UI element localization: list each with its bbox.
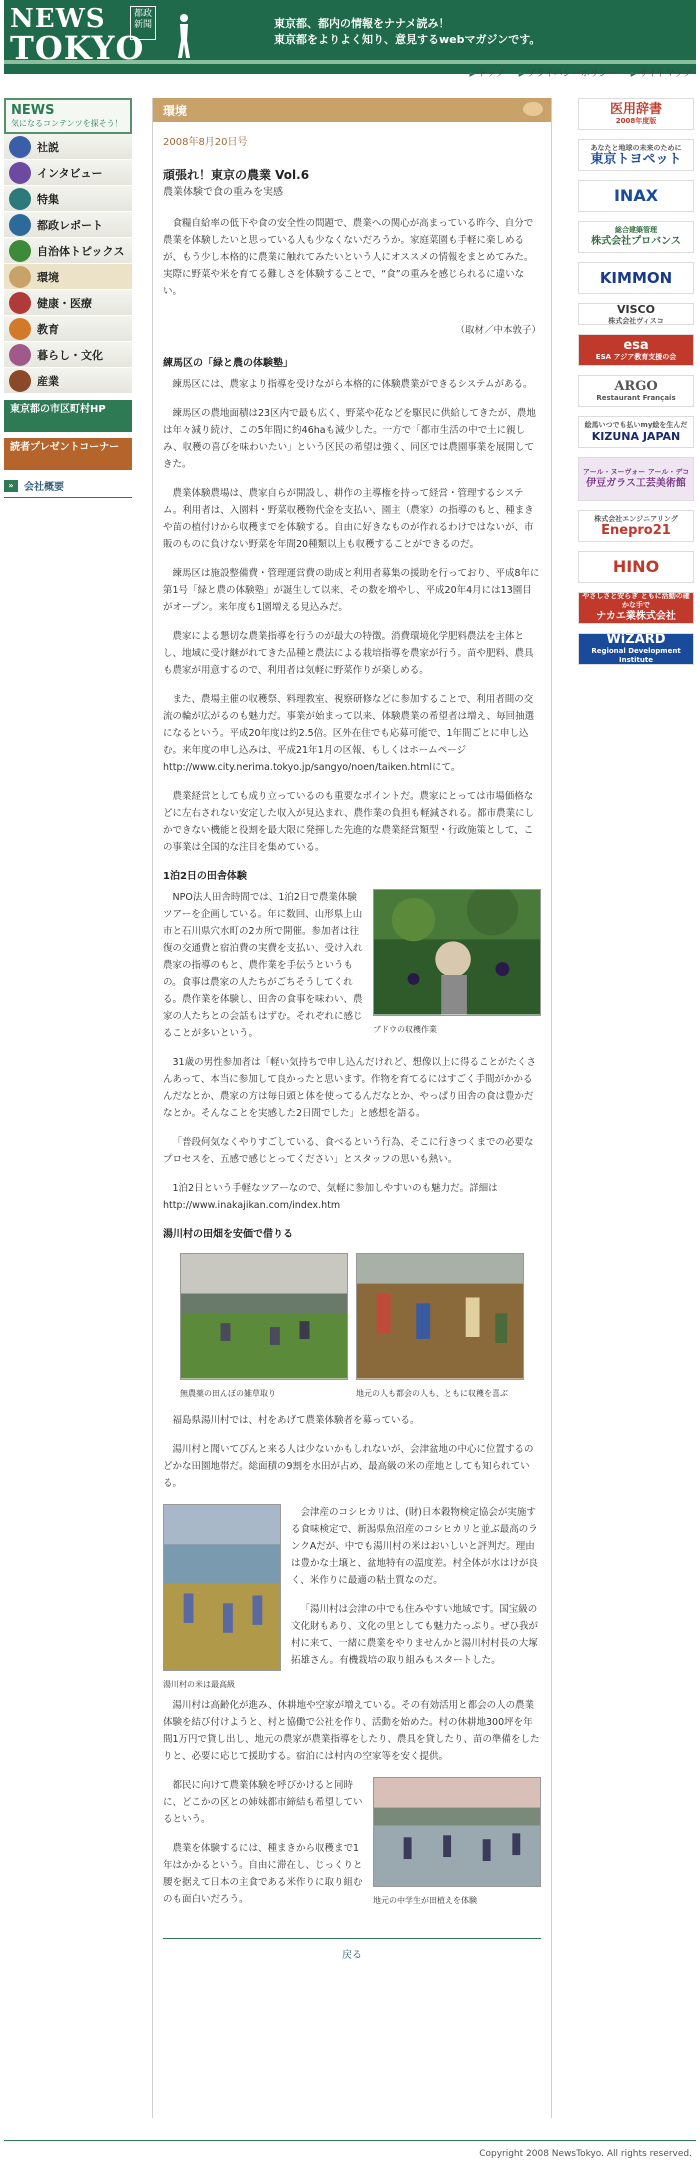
paragraph: 湯川村は高齢化が進み、休耕地や空家が増えている。その有効活用と都会の人の農業体験を結び付けようと、村と協働で公社を作り、活動を始めた。村の休耕地300坪を年間1万円で貸し出し、地元の農家が農業指導をしたり、農具を貸したり、苗の準備をしたりと、必要に応じて援助する。宿泊には村内の空家等を安く提供。 (163, 1699, 540, 1762)
banner-title: HINO (612, 557, 660, 576)
category-item[interactable] (4, 160, 132, 186)
paragraph: NPO法人田舎時間では、1泊2日で農業体験ツアーを企画している。年に数回、山形県上山市と石川県穴水町の2カ所で開催。参加者は往復の交通費と宿泊費の実費を支払い、受け入れ農家の指導のもと、農作業を手伝うというもの。食事は農家の人たちがごちそうしてくれる。農作業を体験し、田舎の食事を味わい、農家の人たちとの会話もはずむ。それぞれに感じることが多いという。 (163, 892, 363, 1039)
rice-harvest-photo (163, 1504, 281, 1671)
walking-figure-icon (174, 12, 194, 60)
category-label: 産業 (37, 374, 59, 388)
category-bullet-icon (9, 266, 31, 288)
banner-title: ARGO (614, 378, 658, 394)
section-title: 環境 (163, 104, 188, 118)
city-links-button[interactable]: 東京都の市区町村HP (4, 400, 132, 432)
banner-subtitle: Restaurant Français (596, 393, 676, 402)
issue-date: 2008年8月20日号 (163, 137, 248, 148)
rice-planting-photo (373, 1777, 541, 1888)
top-nav (470, 66, 692, 79)
company-label: 会社概要 (24, 482, 64, 493)
nav-privacy-link[interactable]: ▶ プライバシーポリシー (519, 66, 617, 79)
photo-caption: 無農薬の田んぼの雑草取り (180, 1388, 276, 1398)
banner-subtitle: あなたと地球の未来のために (590, 143, 682, 152)
category-item[interactable] (4, 290, 132, 316)
photo-harvest-joy (356, 1253, 524, 1400)
category-label: 健康・医療 (37, 296, 92, 310)
main-column (152, 98, 552, 2118)
banner[interactable] (578, 180, 694, 212)
banner-subtitle: やさしさと安らぎ ともに活動の確かな手で (582, 592, 690, 609)
category-item[interactable] (4, 368, 132, 394)
banner[interactable] (578, 262, 694, 294)
site-header (4, 0, 696, 74)
paragraph: 福島県湯川村では、村をあげて農業体験者を募っている。 (172, 1414, 420, 1426)
article-title: 頑張れ！東京の農業 Vol.6 (163, 168, 310, 182)
heading-yugawa: 湯川村の田畑を安価で借りる (163, 1229, 293, 1240)
banner-subtitle: 総合建築管理 (615, 225, 657, 234)
category-bullet-icon (9, 344, 31, 366)
news-box-title: NEWS (11, 103, 55, 118)
category-item[interactable] (4, 342, 132, 368)
photo-caption: 地元の人も都会の人も、ともに収穫を喜ぶ (356, 1388, 508, 1398)
banner-subtitle: アール・ヌーヴォー アール・デコ (582, 467, 690, 476)
banner-subtitle: 株式会社ヴィスコ (608, 316, 664, 325)
nerima-url-link[interactable]: http://www.city.nerima.tokyo.jp/sangyo/noen/taiken.htmlにて。 (163, 762, 461, 773)
category-item[interactable] (4, 238, 132, 264)
tagline-line-2: 東京都をよりよく知り、意見するwebマガジンです。 (274, 33, 541, 46)
article-body (153, 122, 551, 1964)
banner[interactable] (578, 457, 694, 501)
copyright: Copyright 2008 NewsTokyo. All rights reserved. (479, 2149, 692, 2159)
section-header (153, 98, 551, 122)
category-item[interactable] (4, 212, 132, 238)
paragraph: 農業体験農場は、農家自らが開設し、耕作の主導権を持って経営・管理するシステム。利用者は、入園料・野菜収穫物代金を支払い、園主（農家）の指導のもと、種まきや苗の植付けから収穫までを体験する。自由に好きなものが作れるわけではないが、市販のものに負けない野菜を年間20種類以上も収穫することができるのだ。 (163, 488, 534, 550)
photo-rice-planting (373, 1777, 541, 1908)
heading-inaka: 1泊2日の田舎体験 (163, 871, 247, 882)
photo-caption: ブドウの収穫作業 (373, 1024, 437, 1034)
photo-grape-harvest (373, 889, 541, 1036)
category-item[interactable] (4, 316, 132, 342)
rice-field-photo (180, 1253, 348, 1380)
banner-title: KIZUNA JAPAN (591, 429, 681, 443)
banner-title: 伊豆ガラス工芸美術館 (586, 477, 686, 489)
header-tagline (274, 16, 540, 48)
banner[interactable] (578, 303, 694, 325)
photo-caption: 地元の中学生が田植えを体験 (373, 1896, 477, 1906)
paragraph: 農業経営としても成り立っているのも重要なポイントだ。農家にとっては市場価格などに左右されない安定した収入が見込まれ、農作業の負担も軽減される。都市農業にしかできない機能と役割を最大限に発揮した先進的な農業経営類型・行政施策として、この事業は全国的な注目を集めている。 (163, 791, 535, 853)
category-bullet-icon (9, 318, 31, 340)
category-bullet-icon (9, 136, 31, 158)
paragraph: 1泊2日という手軽なツアーなので、気軽に参加しやすいのも魅力だ。詳細はhttp://www.inakajikan.com/index.htm (163, 1183, 498, 1211)
category-bullet-icon (9, 162, 31, 184)
sponsor-banners (578, 98, 694, 674)
banner-title: 東京トヨペット (590, 151, 682, 167)
banner-title: esa (623, 337, 649, 353)
banner[interactable] (578, 592, 694, 624)
banner[interactable] (578, 221, 694, 253)
category-item[interactable] (4, 186, 132, 212)
nav-sitemap-link[interactable]: ▶ サイトマップ (631, 66, 692, 79)
reader-present-button[interactable]: 読者プレゼントコーナー (4, 438, 132, 470)
logo-badge: 都政新聞 (130, 6, 156, 40)
category-label: 都政レポート (37, 218, 103, 232)
photo-pair (163, 1253, 541, 1400)
banner-subtitle: Regional Development Institute (591, 647, 681, 664)
banner-title: Enepro21 (601, 522, 671, 538)
paragraph: 「湯川村は会津の中でも住みやすい地域です。国宝級の文化財もあり、文化の里としても魅力たっぷり。ぜひ我が村に来て、一緒に農業をやりませんかと湯川村村長の大塚拓雄さん。有機栽培の取り組みもスタートした。 (291, 1603, 539, 1666)
category-item[interactable] (4, 134, 132, 160)
banner-subtitle: ESA アジア教育支援の会 (595, 352, 677, 361)
double-arrow-icon: » (4, 480, 18, 492)
paragraph: 「普段何気なくやりすごしている、食べるという行為、そこに行きつくまでの必要なプロセスを、五感で感じとってください」とスタッフの思いも熱い。 (163, 1137, 534, 1165)
news-box (4, 98, 132, 134)
category-bullet-icon (9, 370, 31, 392)
category-label: 暮らし・文化 (37, 348, 103, 362)
banner-title: VISCO (617, 303, 655, 316)
banner-title: KIMMON (599, 269, 673, 287)
heading-nerima: 練馬区の「緑と農の体験塾」 (163, 358, 293, 369)
banner[interactable] (578, 375, 694, 407)
intro-paragraph: 食糧自給率の低下や食の安全性の問題で、農業への関心が高まっている昨今、自分で農業を体験したいと思っている人も少なくないだろうか。家庭菜園も手軽に楽しめるが、もう少し本格的に農業に触れてみたいという人にオススメの情報をまとめてみた。実際に野菜や米を育てる難しさを体験することで、“食”の重みを感じられるに違いない。 (163, 218, 534, 297)
category-bullet-icon (9, 214, 31, 236)
category-bullet-icon (9, 240, 31, 262)
speech-bubble-icon (523, 102, 543, 116)
paragraph: 練馬区の農地面積は23区内で最も広く、野菜や花などを駆民に供給してきたが、農地は年々減り続け、この5年間に約46haも減少した。一方で「都市生活の中で土に親しみ、収穫の喜びを味わいたい」という区民の希望は強く、同区では農園事業を展開してきた。 (163, 408, 536, 470)
harvest-photo (356, 1253, 524, 1380)
category-label: 教育 (37, 322, 59, 336)
logo-tokyo: TOKYO (10, 29, 145, 67)
paragraph: 都民に向けて農業体験を呼びかけると同時に、どこかの区との姉妹都市締結も希望しているという。 (163, 1779, 363, 1825)
banner-title: 株式会社プロバンス (591, 235, 681, 247)
article-subtitle: 農業体験で食の重みを実感 (163, 187, 283, 198)
paragraph: 会津産のコシヒカリは、(財)日本穀物検定協会が実施する食味検定で、新潟県魚沼産のコシヒカリと並ぶ最高のランクAだが、中でも湯川村の米はおいしいと評判だ。理由は豊かな土壌と、盆地特有の温度差。村全体が水はけが良く、米作りに最適の粘土質なのだ。 (291, 1506, 539, 1586)
site-logo[interactable] (10, 4, 145, 67)
news-box-subtitle: 気になるコンテンツを探そう！ (11, 119, 123, 128)
paragraph: 31歳の男性参加者は「軽い気持ちで申し込んだけれど、想像以上に得ることがたくさんあって、本当に参加して良かったと思います。作物を育てるにはすごく手間がかかるんだなとか、農家の方は毎日頭と体を使ってるんだなとか、やっぱり田舎の食は豊かだなとか。そんなことを実感した2日間でした」と感想を語る。 (163, 1057, 536, 1119)
photo-rice-weeding (180, 1253, 348, 1400)
category-label: 特集 (37, 192, 59, 206)
paragraph: 農業を体験するには、種まきから収穫まで1年はかかるという。自由に滞在し、じっくりと腰を据えて日本の主食である米作りに取り組むのも面白いだろう。 (163, 1842, 363, 1905)
category-list (4, 134, 132, 394)
banner-title: 医用辞書 (609, 101, 662, 117)
banner[interactable] (578, 139, 694, 171)
nav-top-link[interactable]: ▶ トップ (470, 66, 505, 79)
banner[interactable] (578, 633, 694, 665)
category-label: 自治体トピックス (37, 244, 125, 258)
banner-title: INAX (613, 186, 659, 205)
banner-subtitle: 2008年度版 (615, 116, 657, 125)
photo-caption: 湯川村の米は最高級 (163, 1679, 235, 1689)
banner[interactable] (578, 416, 694, 448)
category-item-active[interactable] (4, 264, 132, 290)
banner-subtitle: 絵馬いつでも払いmy絵を生んだ (584, 420, 688, 429)
grape-harvest-photo (373, 889, 541, 1016)
paragraph: 農家による懇切な農業指導を行うのが最大の特徴。消費環境化学肥料農法を主体とし、地域に受け継がれてきた品種と農法による栽培指導を農家が行う。苗や肥料、農具も農家が用意するので、利用者は気軽に野菜作りが楽しめる。 (163, 631, 534, 676)
banner-subtitle: 株式会社エンジニアリング (594, 514, 678, 523)
site-footer (4, 2140, 696, 2159)
banner[interactable] (578, 551, 694, 583)
category-bullet-icon (9, 292, 31, 314)
back-link[interactable]: 戻る (163, 1938, 541, 1964)
paragraph: 練馬区には、農家より指導を受けながら本格的に体験農業ができるシステムがある。 (172, 379, 533, 390)
paragraph: 練馬区は施設整備費・管理運営費の助成と利用者募集の援助を行っており、平成8年に第1号「緑と農の体験塾」が誕生して以来、その数を増やし、平成20年4月には13園目がオープン。来年度も1園増える見込みだ。 (163, 568, 540, 613)
banner-title: WiZARD (606, 633, 666, 647)
category-label: インタビュー (37, 166, 103, 180)
left-sidebar (4, 98, 132, 498)
category-bullet-icon (9, 188, 31, 210)
banner[interactable] (578, 510, 694, 542)
company-link[interactable] (4, 478, 132, 498)
photo-rice-harvest (163, 1504, 281, 1691)
paragraph: 湯川村と聞いてぴんと来る人は少ないかもしれないが、会津盆地の中心に位置するのどかな田園地帯だ。総面積の9割を水田が占め、最高級の米の産地としても知られている。 (163, 1443, 534, 1489)
paragraph: また、農場主催の収穫祭、料理教室、視察研修などに参加することで、利用者間の交流の輪が広がるのも魅力だ。事業が始まって以来、体験農業の希望者は増え、毎回抽選になるという。平成20年度は約2.5倍。区外在住でも応募可能で、1年間ごとに申し込む。来年度の申し込みは、平成21年1月の区報、もしくはホームページ (163, 694, 535, 756)
banner-title: ナカエ業株式会社 (596, 611, 676, 622)
banner[interactable] (578, 334, 694, 366)
category-label: 社説 (37, 140, 59, 154)
category-label: 環境 (37, 270, 59, 284)
logo-news: NEWS (10, 4, 106, 34)
banner[interactable] (578, 98, 694, 130)
byline: （取材／中本敦子） (455, 325, 541, 336)
tagline-line-1: 東京都、都内の情報をナナメ読み！ (274, 17, 450, 30)
